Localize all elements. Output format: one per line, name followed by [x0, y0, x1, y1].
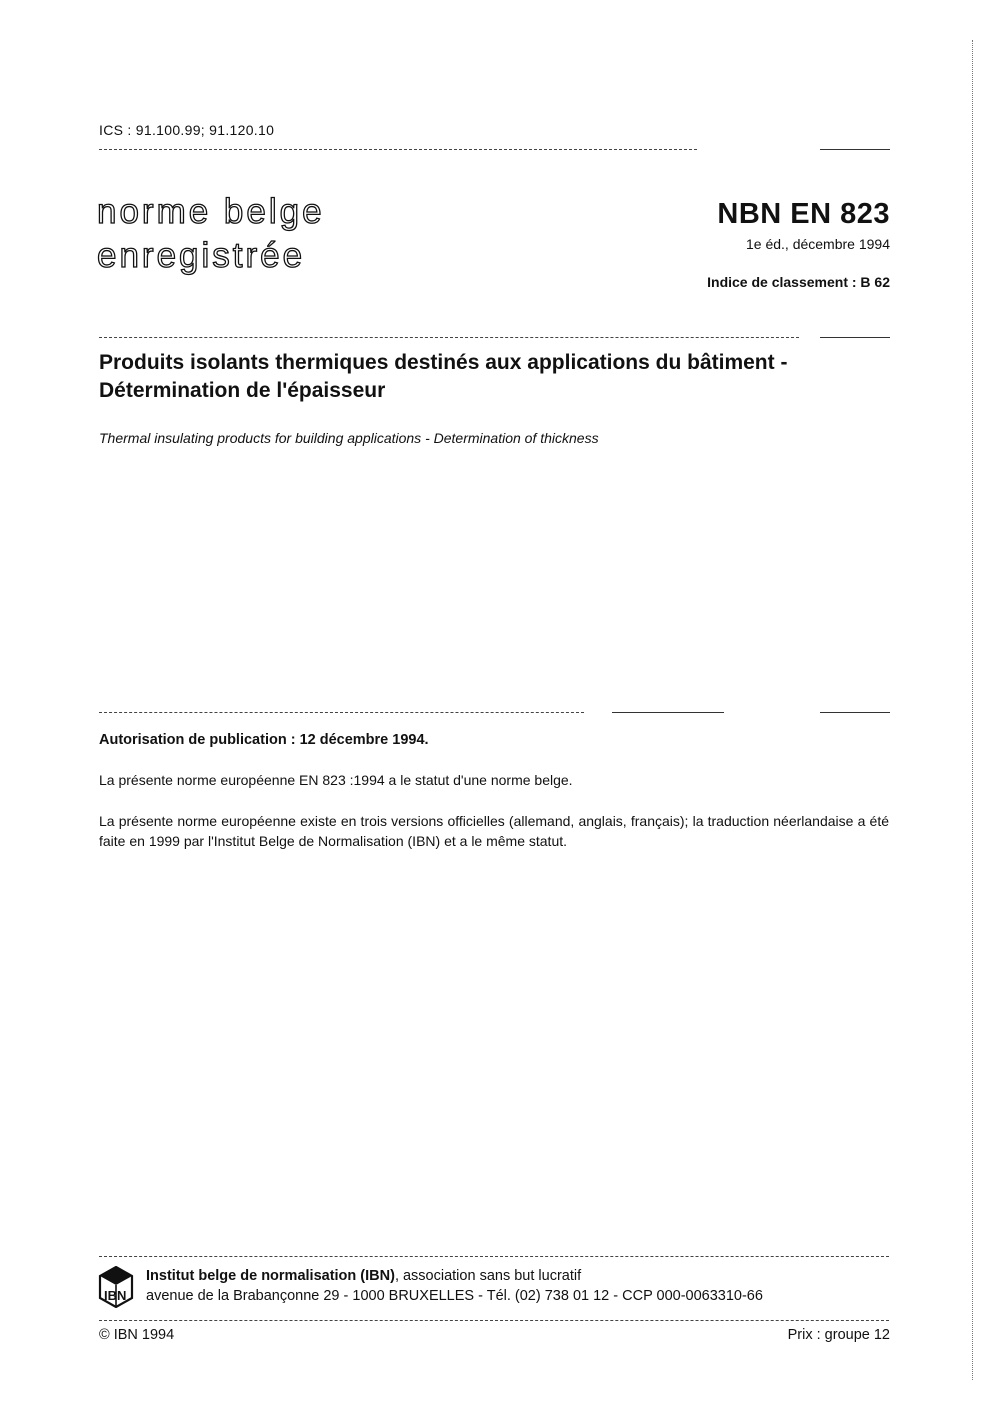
brand-wordmark	[97, 190, 427, 278]
standard-number: NBN EN 823	[717, 198, 890, 230]
institute-description: , association sans but lucratif	[394, 1268, 582, 1284]
brand-line-2: enregistrée	[97, 236, 306, 275]
header-divider-right	[820, 149, 890, 150]
title-divider	[99, 337, 799, 338]
brand-line-1: norme belge	[97, 192, 325, 231]
institute-address: avenue de la Brabançonne 29 - 1000 BRUXELLES - Tél. (02) 738 01 12 - CCP 000-0063310-66	[146, 1288, 763, 1304]
body-divider-right	[820, 712, 890, 713]
ibn-logo-icon	[98, 1266, 134, 1308]
footer-divider-bottom	[99, 1320, 889, 1321]
standard-edition: 1e éd., décembre 1994	[746, 236, 890, 252]
title-english: Thermal insulating products for building applications - Determination of thickness	[99, 430, 599, 446]
standard-info	[707, 196, 890, 290]
ics-code: ICS : 91.100.99; 91.120.10	[99, 122, 275, 138]
body-divider	[99, 712, 584, 713]
footer-divider-top	[99, 1256, 889, 1257]
institute-line	[146, 1268, 581, 1284]
status-paragraph: La présente norme européenne EN 823 :1994 a le statut d'une norme belge.	[99, 772, 573, 788]
copyright: © IBN 1994	[99, 1327, 175, 1343]
title-french: Produits isolants thermiques destinés aux applications du bâtiment - Détermination de l'épaisseur	[99, 351, 788, 402]
body-divider-mid	[612, 712, 724, 713]
header-divider	[99, 149, 697, 150]
title-divider-right	[820, 337, 890, 338]
ibn-logo-text: IBN	[104, 1288, 127, 1303]
versions-paragraph: La présente norme européenne existe en trois versions officielles (allemand, anglais, français); la traduction néerlandaise a été faite en 1999 par l'Institut Belge de Normalisation (IBN) et a le même statut.	[99, 813, 889, 849]
classification-index: Indice de classement : B 62	[707, 274, 890, 290]
institute-name: Institut belge de normalisation (IBN)	[146, 1268, 395, 1284]
scan-margin-line	[972, 40, 973, 1380]
publication-authorization: Autorisation de publication : 12 décembre 1994.	[99, 732, 429, 748]
price-group: Prix : groupe 12	[787, 1327, 890, 1343]
